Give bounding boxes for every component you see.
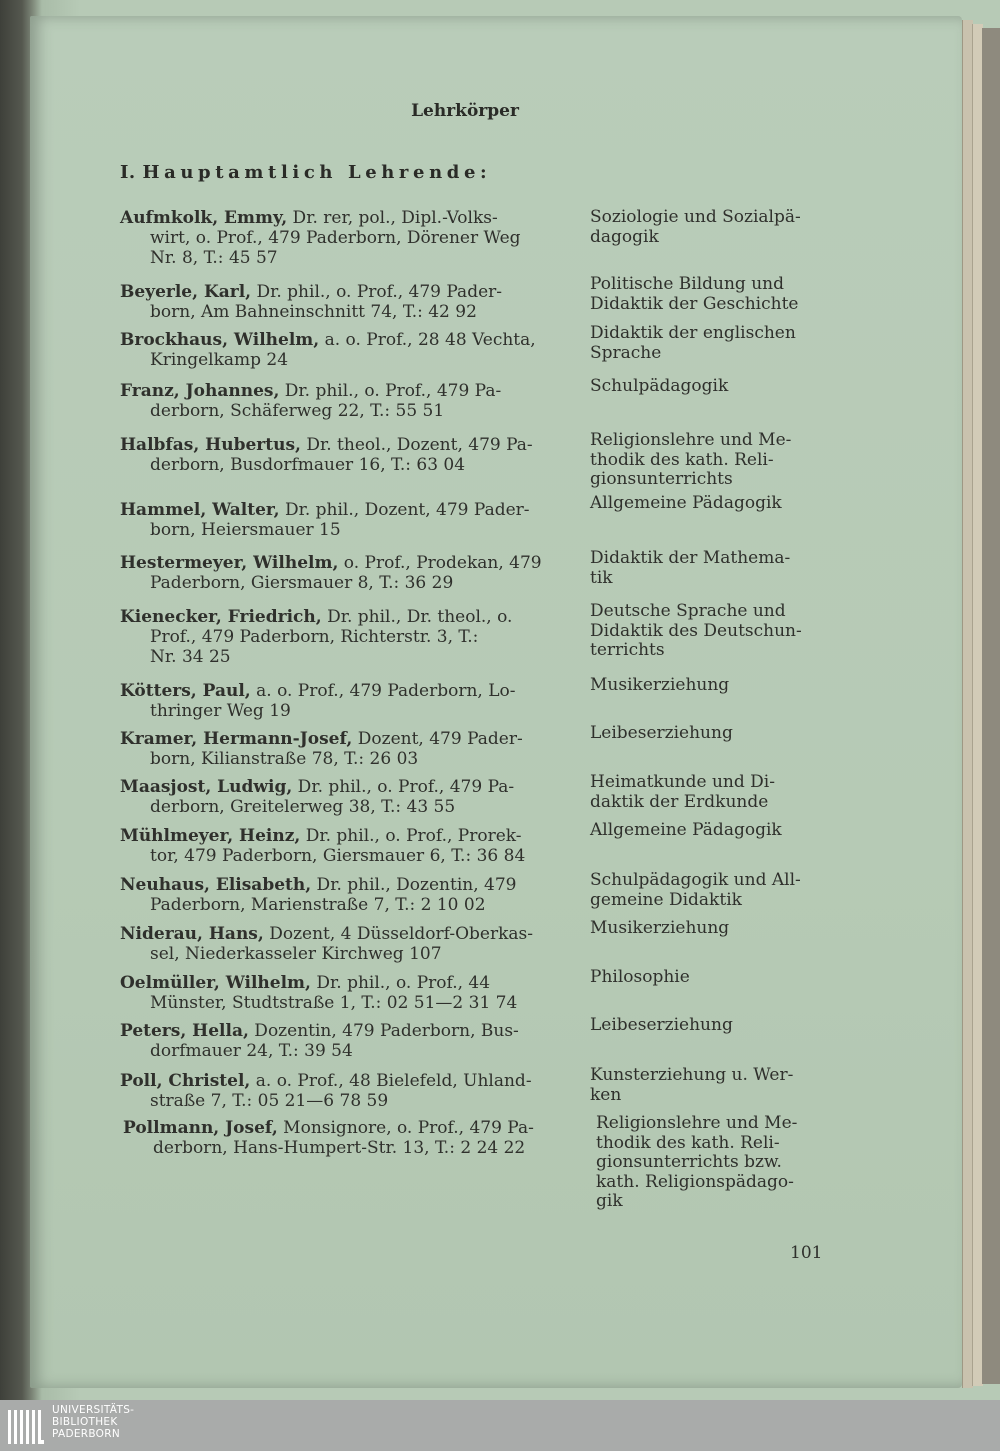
subject xyxy=(590,275,830,314)
section-title: Hauptamtlich Lehrende: xyxy=(142,162,492,183)
list-item xyxy=(120,875,562,915)
subject-line: Leibeserziehung xyxy=(590,723,733,743)
subject-line: gik xyxy=(596,1191,623,1211)
subject-line: Sprache xyxy=(590,342,662,363)
entry-text: Dr. phil., Dozent, 479 Pader- xyxy=(279,500,530,520)
entry-text: a. o. Prof., 28 48 Vechta, xyxy=(319,330,536,350)
entry-text: dorfmauer 24, T.: 39 54 xyxy=(150,1041,353,1061)
list-item xyxy=(120,924,562,964)
subject-line: Religionslehre und Me- xyxy=(596,1113,798,1133)
entry-text: wirt, o. Prof., 479 Paderborn, Dörener Weg xyxy=(150,228,521,248)
entry-name: Mühlmeyer, Heinz, xyxy=(120,826,301,846)
list-item xyxy=(120,282,562,322)
subject-line: Musikerziehung xyxy=(590,918,730,938)
list-item xyxy=(120,973,562,1013)
book-cover-edge xyxy=(982,28,1000,1384)
entry-text: straße 7, T.: 05 21—6 78 59 xyxy=(150,1091,389,1111)
entry-text: sel, Niederkasseler Kirchweg 107 xyxy=(150,944,442,964)
entry-text: Monsignore, o. Prof., 479 Pa- xyxy=(277,1118,534,1138)
list-item xyxy=(120,330,562,370)
subject-line: Philosophie xyxy=(590,967,690,987)
subject-line: Allgemeine Pädagogik xyxy=(590,820,782,840)
subject-line: Allgemeine Pädagogik xyxy=(590,493,782,513)
entry-name: Poll, Christel, xyxy=(120,1071,251,1091)
list-item xyxy=(120,826,562,866)
entry-text: Prof., 479 Paderborn, Richterstr. 3, T.: xyxy=(150,627,479,647)
entry-text: Dr. phil., o. Prof., 479 Pa- xyxy=(279,381,502,401)
entry-name: Beyerle, Karl, xyxy=(120,282,252,302)
list-item xyxy=(120,381,562,421)
entry-text: Nr. 8, T.: 45 57 xyxy=(150,248,278,268)
page-number: 101 xyxy=(790,1243,823,1263)
subject xyxy=(590,324,830,363)
list-item xyxy=(120,500,562,540)
entry-text: born, Am Bahneinschnitt 74, T.: 42 92 xyxy=(150,302,477,322)
subject-line: kath. Religionspädago- xyxy=(596,1171,794,1192)
list-item xyxy=(120,607,562,667)
library-logo-icon xyxy=(6,1404,46,1446)
subject xyxy=(590,724,830,744)
subject-line: gionsunterrichts xyxy=(590,469,733,489)
list-item xyxy=(120,435,562,475)
subject-line: Schulpädagogik xyxy=(590,376,729,396)
list-item xyxy=(120,208,562,268)
entry-name: Maasjost, Ludwig, xyxy=(120,777,293,797)
subject xyxy=(590,1016,830,1036)
entry-text: born, Kilianstraße 78, T.: 26 03 xyxy=(150,749,419,769)
logo-line: UNIVERSITÄTS- xyxy=(52,1404,135,1416)
entry-text: Dozent, 479 Pader- xyxy=(352,729,523,749)
list-item xyxy=(120,729,562,769)
entry-text: thringer Weg 19 xyxy=(150,701,291,721)
subject-line: tik xyxy=(590,567,613,588)
subject-line: Didaktik der Mathema- xyxy=(590,548,791,568)
entry-text: a. o. Prof., 479 Paderborn, Lo- xyxy=(250,681,516,701)
list-item xyxy=(120,777,562,817)
entry-name: Pollmann, Josef, xyxy=(123,1118,278,1138)
entry-text: Dr. theol., Dozent, 479 Pa- xyxy=(300,435,533,455)
subject-line: Didaktik des Deutschun- xyxy=(590,620,802,641)
entry-text: derborn, Schäferweg 22, T.: 55 51 xyxy=(150,401,445,421)
entry-text: Dr. phil., o. Prof., 44 xyxy=(310,973,491,993)
subject-line: gionsunterrichts bzw. xyxy=(596,1152,782,1172)
entry-text: Dozent, 4 Düsseldorf-Oberkas- xyxy=(263,924,533,944)
list-item xyxy=(120,1021,562,1061)
entry-text: derborn, Busdorfmauer 16, T.: 63 04 xyxy=(150,455,466,475)
subject xyxy=(590,821,830,841)
subject xyxy=(590,602,830,661)
subject xyxy=(590,676,830,696)
entry-text: a. o. Prof., 48 Bielefeld, Uhland- xyxy=(250,1071,532,1091)
list-item xyxy=(120,553,562,593)
subject-line: dagogik xyxy=(590,226,659,247)
subject xyxy=(590,919,830,939)
subject-line: gemeine Didaktik xyxy=(590,889,742,910)
entry-text: Paderborn, Marienstraße 7, T.: 2 10 02 xyxy=(150,895,486,915)
page-title: Lehrkörper xyxy=(411,101,519,121)
entry-text: Nr. 34 25 xyxy=(150,647,231,667)
subject-line: ken xyxy=(590,1084,622,1105)
entry-name: Niderau, Hans, xyxy=(120,924,264,944)
subject-line: Didaktik der Geschichte xyxy=(590,293,799,314)
entry-name: Peters, Hella, xyxy=(120,1021,249,1041)
subject-line: Musikerziehung xyxy=(590,675,730,695)
entry-text: Dr. rer, pol., Dipl.-Volks- xyxy=(287,208,498,228)
library-logo-text xyxy=(52,1404,134,1440)
entry-name: Neuhaus, Elisabeth, xyxy=(120,875,312,895)
subject-line: Schulpädagogik und All- xyxy=(590,870,801,890)
subject xyxy=(590,494,830,514)
subject-line: Soziologie und Sozialpä- xyxy=(590,207,801,227)
subject xyxy=(590,431,830,490)
subject xyxy=(590,549,830,588)
subject-line: Kunsterziehung u. Wer- xyxy=(590,1065,794,1085)
subject-line: terrichts xyxy=(590,640,665,660)
subject-line: thodik des kath. Reli- xyxy=(596,1132,780,1153)
entry-name: Franz, Johannes, xyxy=(120,381,280,401)
subject xyxy=(596,1114,836,1212)
entry-name: Aufmkolk, Emmy, xyxy=(120,208,288,228)
entry-text: Münster, Studtstraße 1, T.: 02 51—2 31 74 xyxy=(150,993,518,1013)
entry-name: Brockhaus, Wilhelm, xyxy=(120,330,320,350)
entry-text: Dr. phil., Dozentin, 479 xyxy=(311,875,517,895)
entry-text: Dr. phil., Dr. theol., o. xyxy=(321,607,513,627)
entry-name: Hammel, Walter, xyxy=(120,500,280,520)
list-item xyxy=(123,1118,565,1158)
entry-text: Kringelkamp 24 xyxy=(150,350,289,370)
footer-bar xyxy=(0,1400,1000,1451)
subject-line: daktik der Erdkunde xyxy=(590,791,769,812)
section-heading xyxy=(120,162,491,183)
entry-name: Hestermeyer, Wilhelm, xyxy=(120,553,339,573)
entry-text: derborn, Greitelerweg 38, T.: 43 55 xyxy=(150,797,456,817)
subject-line: Politische Bildung und xyxy=(590,274,784,294)
subject-line: thodik des kath. Reli- xyxy=(590,449,774,470)
entry-text: Dozentin, 479 Paderborn, Bus- xyxy=(248,1021,519,1041)
subject xyxy=(590,377,830,397)
entry-name: Kienecker, Friedrich, xyxy=(120,607,322,627)
subject-line: Didaktik der englischen xyxy=(590,323,796,343)
entry-text: born, Heiersmauer 15 xyxy=(150,520,341,540)
entry-text: tor, 479 Paderborn, Giersmauer 6, T.: 36 84 xyxy=(150,846,526,866)
entry-text: Paderborn, Giersmauer 8, T.: 36 29 xyxy=(150,573,454,593)
subject-line: Leibeserziehung xyxy=(590,1015,733,1035)
subject xyxy=(590,208,830,247)
entry-text: o. Prof., Prodekan, 479 xyxy=(338,553,542,573)
list-item xyxy=(120,1071,562,1111)
entry-text: Dr. phil., o. Prof., 479 Pa- xyxy=(292,777,515,797)
subject xyxy=(590,968,830,988)
entry-name: Oelmüller, Wilhelm, xyxy=(120,973,311,993)
entry-text: Dr. phil., o. Prof., 479 Pader- xyxy=(251,282,503,302)
entry-text: Dr. phil., o. Prof., Prorek- xyxy=(300,826,522,846)
list-item xyxy=(120,681,562,721)
subject xyxy=(590,871,830,910)
subject xyxy=(590,773,830,812)
logo-line: PADERBORN xyxy=(52,1428,120,1440)
logo-line: BIBLIOTHEK xyxy=(52,1416,118,1428)
entry-name: Kramer, Hermann-Josef, xyxy=(120,729,353,749)
subject xyxy=(590,1066,830,1105)
section-number: I. xyxy=(120,162,136,183)
entry-text: derborn, Hans-Humpert-Str. 13, T.: 2 24 22 xyxy=(153,1138,526,1158)
entry-name: Kötters, Paul, xyxy=(120,681,251,701)
subject-line: Religionslehre und Me- xyxy=(590,430,792,450)
subject-line: Heimatkunde und Di- xyxy=(590,772,775,792)
subject-line: Deutsche Sprache und xyxy=(590,601,786,621)
entry-name: Halbfas, Hubertus, xyxy=(120,435,301,455)
